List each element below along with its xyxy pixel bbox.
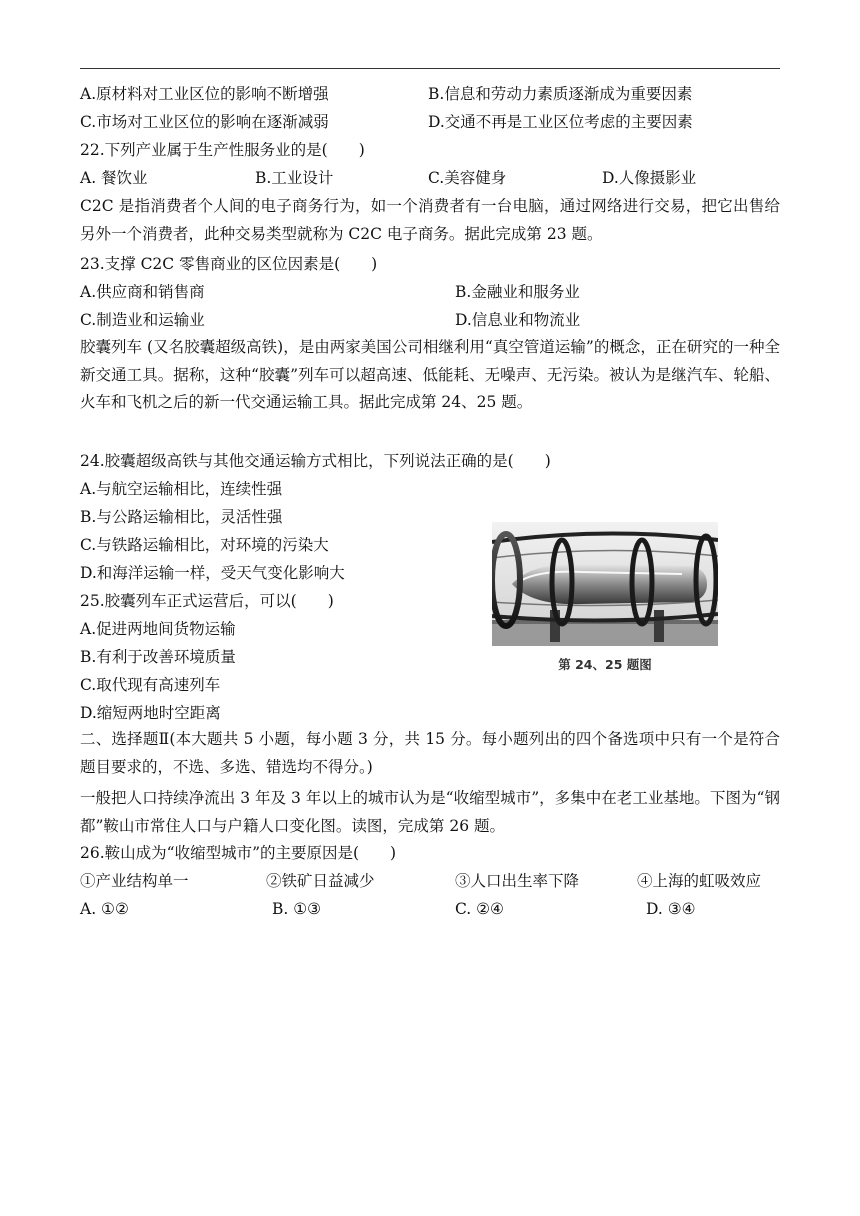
q23-option-d: D.信息业和物流业 [455, 311, 581, 329]
q22-option-b: B.工业设计 [255, 169, 334, 187]
q23-option-c: C.制造业和运输业 [80, 311, 205, 329]
q26-item-1: ①产业结构单一 [80, 872, 189, 890]
q22-option-c: C.美容健身 [428, 169, 507, 187]
q23-option-a: A.供应商和销售商 [80, 283, 205, 301]
capsule-train-photo [492, 522, 718, 646]
q24-option-a: A.与航空运输相比，连续性强 [80, 480, 283, 498]
q26-option-a: A. ①② [80, 900, 129, 918]
q26-item-2: ②铁矿日益减少 [266, 872, 375, 890]
q26-stem: 26.鞍山成为“收缩型城市”的主要原因是( ) [80, 844, 397, 862]
q22-stem: 22.下列产业属于生产性服务业的是( ) [80, 141, 365, 159]
q26-option-c: C. ②④ [455, 900, 504, 918]
q21-option-d: D.交通不再是工业区位考虑的主要因素 [428, 113, 693, 131]
section-2-header: 二、选择题Ⅱ(本大题共 5 小题，每小题 3 分，共 15 分。每小题列出的四个备选项中只有一个是符合题目要求的，不选、多选、错选均不得分。) [80, 730, 780, 776]
passage-capsule: 胶囊列车 (又名胶囊超级高铁)，是由两家美国公司相继利用“真空管道运输”的概念，正在研究的一种全新交通工具。据称，这种“胶囊”列车可以超高速、低能耗、无噪声、无污染。被认为是继汽车、轮船、火车和飞机之后的新一代交通运输工具。据此完成第 24、25 题。 [80, 338, 780, 411]
q23-option-b: B.金融业和服务业 [455, 283, 580, 301]
top-rule [80, 68, 780, 69]
q26-option-d: D. ③④ [646, 900, 696, 918]
q22-option-a: A. 餐饮业 [80, 169, 148, 187]
q25-option-c: C.取代现有高速列车 [80, 676, 221, 694]
q21-option-a: A.原材料对工业区位的影响不断增强 [80, 85, 329, 103]
q26-item-4: ④上海的虹吸效应 [637, 872, 762, 890]
q24-option-d: D.和海洋运输一样，受天气变化影响大 [80, 564, 345, 582]
q21-option-b: B.信息和劳动力素质逐渐成为重要因素 [428, 85, 693, 103]
q22-option-d: D.人像摄影业 [602, 169, 697, 187]
q24-stem: 24.胶囊超级高铁与其他交通运输方式相比，下列说法正确的是( ) [80, 452, 551, 470]
passage-anshan: 一般把人口持续净流出 3 年及 3 年以上的城市认为是“收缩型城市”，多集中在老工业基地。下图为“钢都”鞍山市常住人口与户籍人口变化图。读图，完成第 26 题。 [80, 789, 780, 835]
q26-option-b: B. ①③ [272, 900, 322, 918]
q23-stem: 23.支撑 C2C 零售商业的区位因素是( ) [80, 255, 378, 273]
q25-stem: 25.胶囊列车正式运营后，可以( ) [80, 592, 334, 610]
passage-c2c: C2C 是指消费者个人间的电子商务行为，如一个消费者有一台电脑，通过网络进行交易，把它出售给另外一个消费者，此种交易类型就称为 C2C 电子商务。据此完成第 23 题。 [80, 197, 780, 243]
q25-option-d: D.缩短两地时空距离 [80, 704, 221, 722]
q26-item-3: ③人口出生率下降 [455, 872, 580, 890]
q25-option-b: B.有利于改善环境质量 [80, 648, 236, 666]
q24-option-c: C.与铁路运输相比，对环境的污染大 [80, 536, 329, 554]
figure-caption: 第 24、25 题图 [558, 657, 652, 672]
q21-option-c: C.市场对工业区位的影响在逐渐减弱 [80, 113, 329, 131]
q24-option-b: B.与公路运输相比，灵活性强 [80, 508, 283, 526]
q25-option-a: A.促进两地间货物运输 [80, 620, 236, 638]
